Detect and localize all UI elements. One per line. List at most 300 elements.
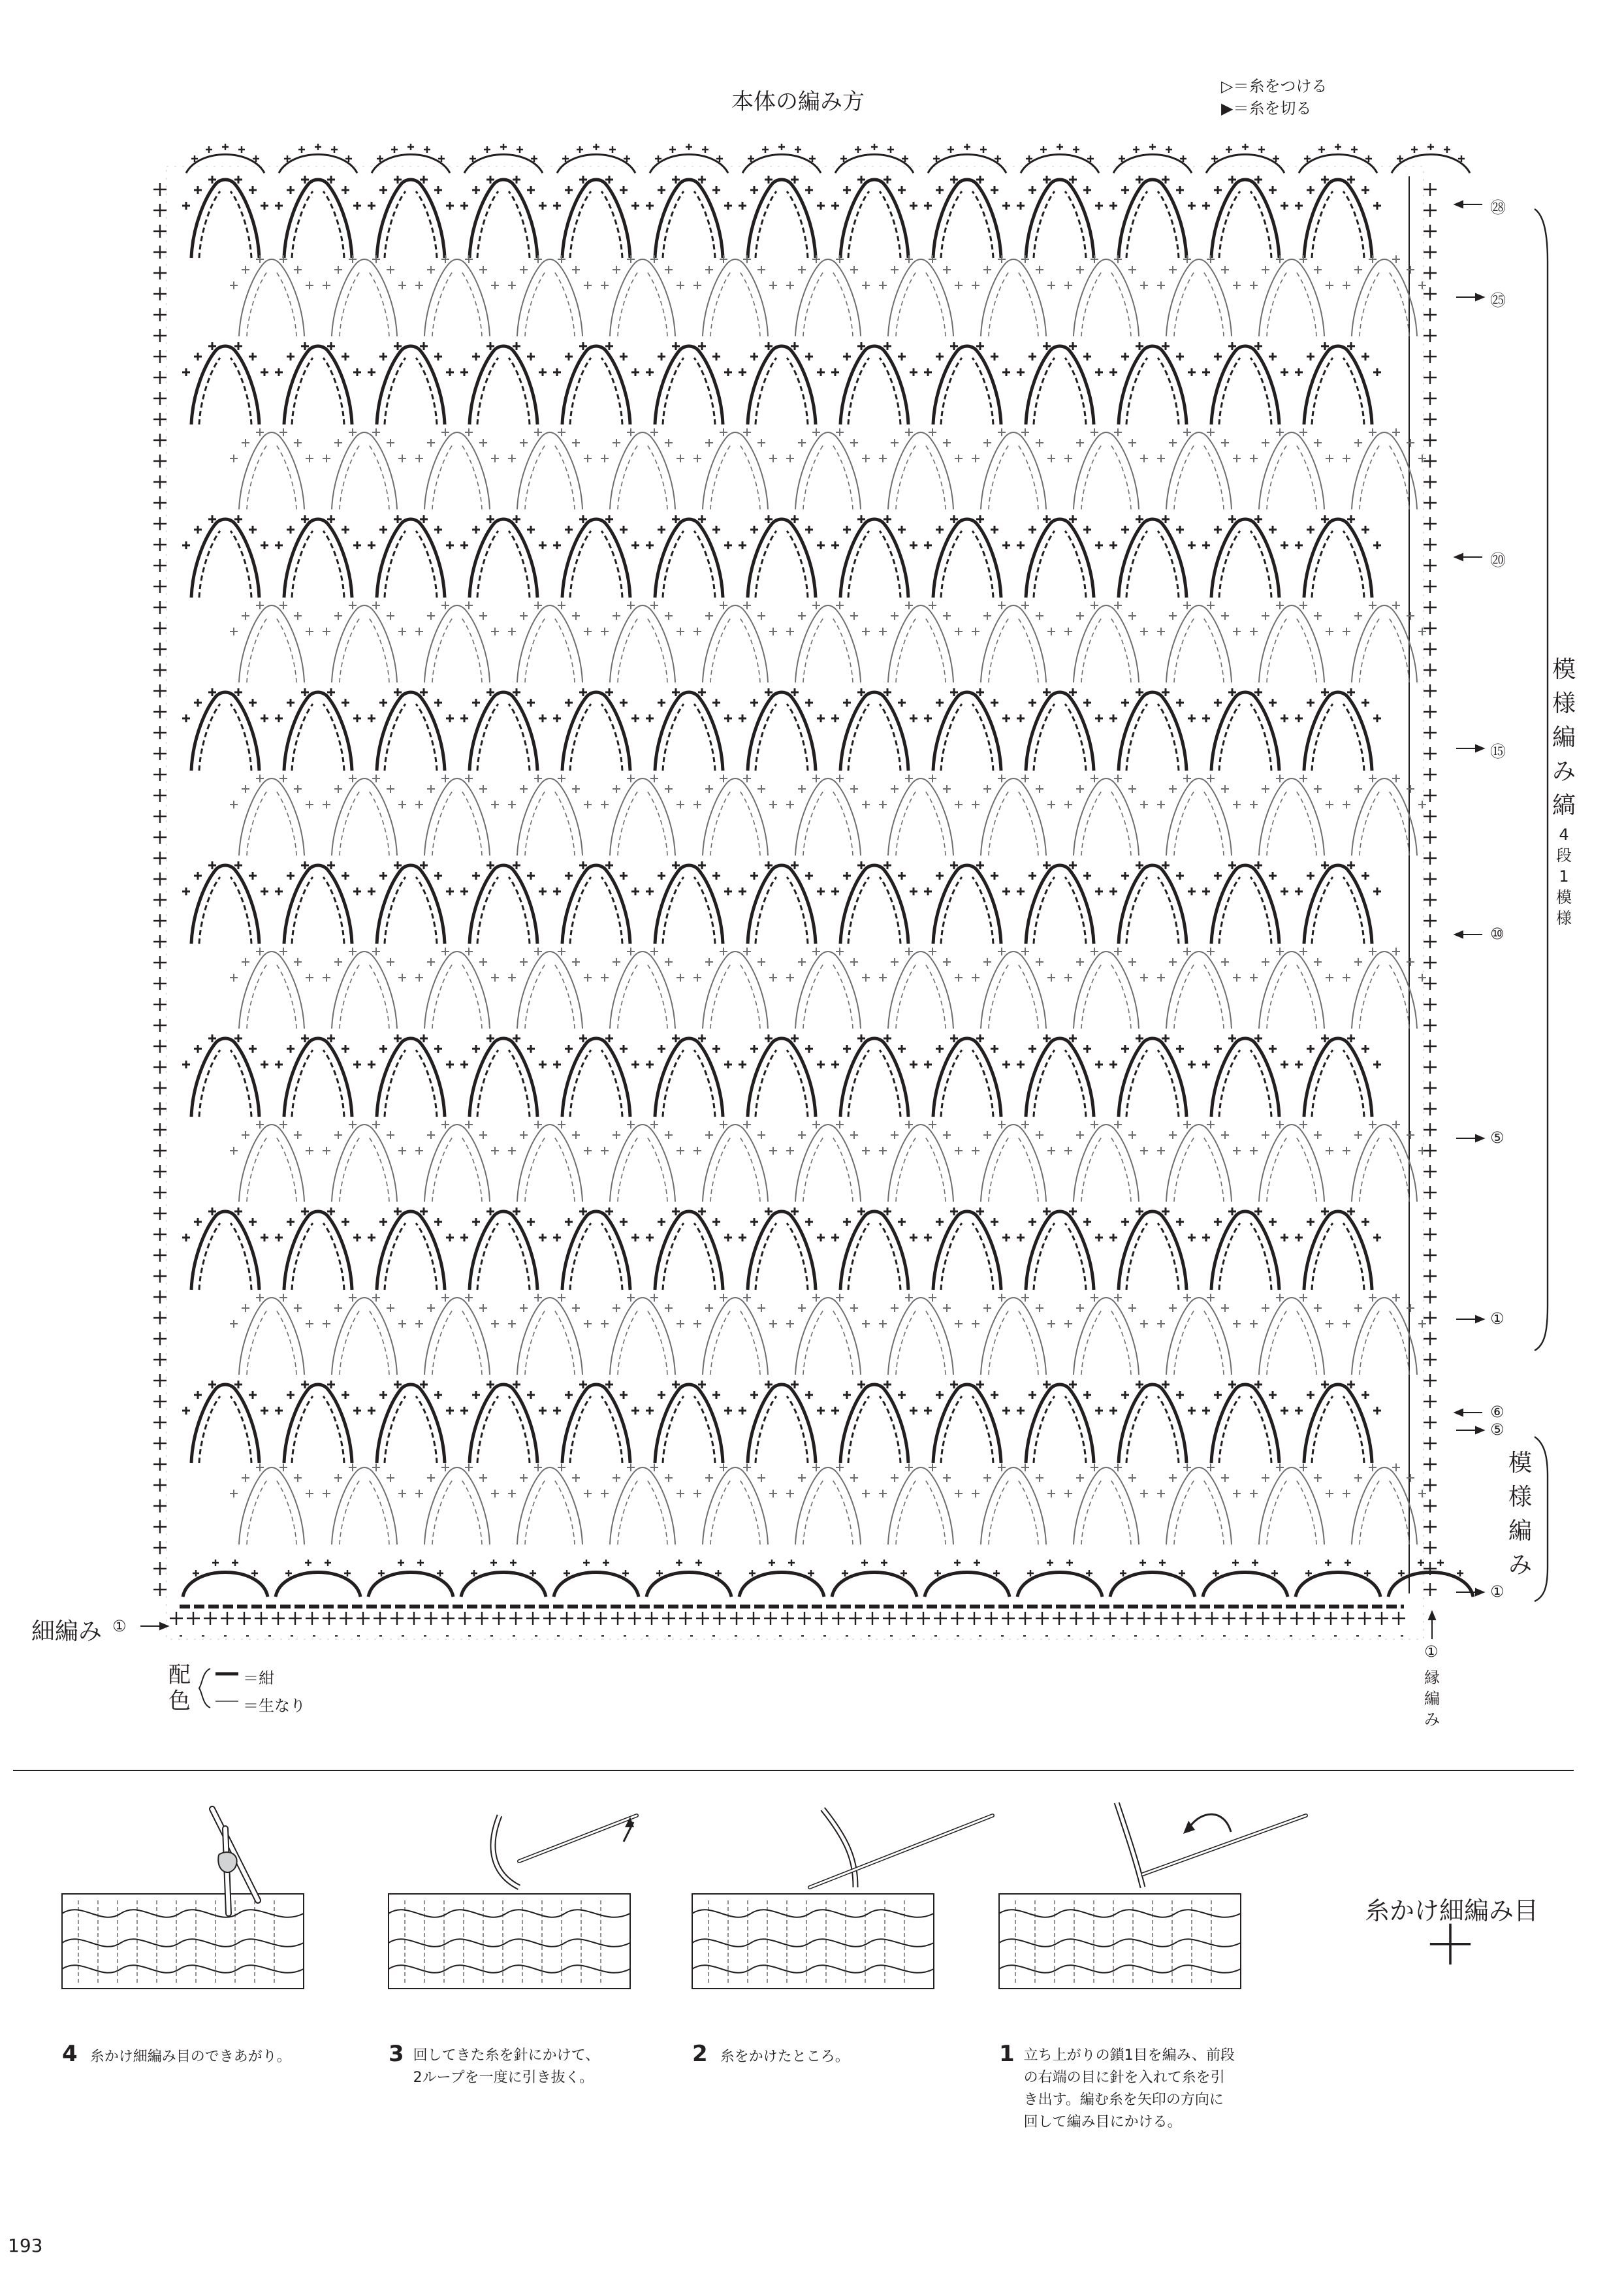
base-edge-stitch xyxy=(713,1612,726,1625)
cream-arch xyxy=(786,948,870,1029)
right-edge-stitch xyxy=(1424,1541,1437,1554)
foundation-arch xyxy=(739,1560,824,1597)
navy-arch xyxy=(1109,861,1196,944)
base-edge-stitch xyxy=(1375,1612,1388,1625)
base-edge-stitch xyxy=(306,1612,319,1625)
cream-arch xyxy=(1064,1294,1148,1375)
scallop xyxy=(372,144,450,173)
navy-arch xyxy=(646,1208,732,1290)
row-label-20: ⑳ xyxy=(1490,551,1506,569)
step-3-text: 回してきた糸を針にかけて、 2ループを一度に引き抜く。 xyxy=(413,2047,600,2086)
cream-arch xyxy=(693,775,777,856)
base-edge-stitch xyxy=(340,1612,353,1625)
navy-arch xyxy=(368,1208,454,1290)
stripe-pattern-sublabel: 4 段 1 模 様 xyxy=(1556,825,1572,927)
row-label-25: ㉕ xyxy=(1490,291,1506,310)
single-crochet-row-num: ① xyxy=(112,1617,127,1635)
left-edge-stitch xyxy=(153,1353,167,1366)
base-edge-stitch xyxy=(1256,1612,1269,1625)
stripe-pattern-label: 模 様 編 み 縞 xyxy=(1552,656,1576,819)
cream-arch xyxy=(1250,255,1333,336)
navy-arch xyxy=(1017,861,1103,944)
cream-arch xyxy=(879,601,963,682)
right-edge-stitch xyxy=(1424,664,1437,677)
right-edge-stitch xyxy=(1424,622,1437,635)
cream-arch xyxy=(1157,1121,1241,1202)
navy-arch xyxy=(924,1208,1010,1290)
right-edge-stitch xyxy=(1424,1416,1437,1429)
navy-arch xyxy=(646,688,732,771)
left-edge-stitch xyxy=(153,872,167,886)
cream-arch xyxy=(879,948,963,1029)
navy-arch xyxy=(182,1034,268,1117)
right-edge-stitch xyxy=(1424,977,1437,990)
left-edge-stitch xyxy=(153,1165,167,1178)
base-edge-stitch xyxy=(526,1612,539,1625)
right-edge-stitch xyxy=(1424,1395,1437,1408)
color-key-cream: ＝生なり xyxy=(243,1697,306,1715)
scallop xyxy=(650,144,728,173)
navy-arch xyxy=(924,515,1010,598)
cream-arch xyxy=(323,1464,406,1544)
base-edge-stitch xyxy=(883,1612,896,1625)
cream-arch xyxy=(601,1464,684,1544)
navy-arch xyxy=(739,515,825,598)
navy-arch xyxy=(275,1034,361,1117)
left-edge-stitch xyxy=(153,601,167,614)
cream-arch xyxy=(601,1294,684,1375)
left-edge-stitch xyxy=(153,1040,167,1053)
right-edge-stitch xyxy=(1424,914,1437,927)
base-edge-stitch xyxy=(1154,1612,1168,1625)
cream-arch xyxy=(1064,601,1148,682)
left-edge-stitch xyxy=(153,1019,167,1032)
right-edge-stitch xyxy=(1424,204,1437,217)
navy-arch xyxy=(275,342,361,424)
cream-arch xyxy=(693,428,777,509)
edging-label: 縁 編 み xyxy=(1424,1669,1440,1729)
navy-arch xyxy=(1295,1034,1381,1117)
foundation-row xyxy=(183,1560,1473,1597)
left-edge-stitch xyxy=(153,246,167,259)
cream-arch xyxy=(1064,1464,1148,1544)
navy-arch xyxy=(368,515,454,598)
base-edge-stitch xyxy=(662,1612,675,1625)
foundation-arch xyxy=(646,1560,731,1597)
base-edge-stitch xyxy=(798,1612,811,1625)
navy-arch xyxy=(1202,1208,1288,1290)
navy-arch xyxy=(553,1381,639,1463)
base-edge-stitch xyxy=(577,1612,590,1625)
pattern-rows xyxy=(182,176,1426,1544)
scallop xyxy=(742,144,821,173)
cream-arch xyxy=(1157,428,1241,509)
base-edge-stitch xyxy=(357,1612,370,1625)
left-edge-stitch xyxy=(153,1123,167,1136)
navy-arch xyxy=(553,342,639,424)
row-label-10: ⑩ xyxy=(1490,925,1505,943)
cream-arch xyxy=(1343,601,1426,682)
page-number: 193 xyxy=(8,2235,43,2256)
row-label-5: ⑤ xyxy=(1490,1128,1505,1147)
right-edge-stitch xyxy=(1424,308,1437,321)
left-edge-stitch xyxy=(153,1395,167,1408)
cream-arch xyxy=(508,255,592,336)
navy-arch xyxy=(368,342,454,424)
cream-arch xyxy=(693,255,777,336)
base-edge-stitch xyxy=(1341,1612,1354,1625)
step2-illustration xyxy=(692,1809,993,1989)
left-edge-stitch xyxy=(153,559,167,572)
cream-arch xyxy=(415,1294,499,1375)
scallop xyxy=(835,144,914,173)
base-edge-stitch xyxy=(1358,1612,1371,1625)
left-edge-stitch xyxy=(153,1270,167,1283)
base-edge-stitch xyxy=(1053,1612,1066,1625)
right-edge-stitch xyxy=(1424,789,1437,802)
cream-arch xyxy=(786,1121,870,1202)
navy-arch xyxy=(1109,1034,1196,1117)
cream-arch xyxy=(1343,1294,1426,1375)
base-edge-stitch xyxy=(679,1612,692,1625)
scallop-row xyxy=(186,144,1470,173)
cream-arch xyxy=(601,428,684,509)
right-edge-stitch xyxy=(1424,831,1437,844)
left-edge-stitch xyxy=(153,1374,167,1387)
base-edge-stitch xyxy=(272,1612,285,1625)
color-key-navy: ＝紺 xyxy=(243,1669,274,1688)
left-edge-stitch xyxy=(153,1437,167,1450)
navy-arch xyxy=(1109,515,1196,598)
single-crochet-label: 細編み xyxy=(31,1618,103,1645)
cream-arch xyxy=(879,428,963,509)
cream-arch xyxy=(972,1464,1055,1544)
navy-arch xyxy=(460,342,547,424)
cream-arch xyxy=(323,601,406,682)
right-edge-stitch xyxy=(1424,559,1437,572)
cream-arch xyxy=(230,601,313,682)
scallop xyxy=(186,144,264,173)
base-edge-stitch xyxy=(1036,1612,1049,1625)
cream-arch xyxy=(415,255,499,336)
stitch-name: 糸かけ細編み目 xyxy=(1365,1896,1539,1925)
navy-arch xyxy=(553,515,639,598)
cream-arch xyxy=(1343,428,1426,509)
left-edge-stitch xyxy=(153,977,167,990)
base-edge-stitch xyxy=(696,1612,709,1625)
left-edge-stitch xyxy=(153,726,167,739)
right-edge-stitch xyxy=(1424,1583,1437,1596)
navy-arch xyxy=(1295,176,1381,258)
left-edge-stitch xyxy=(153,204,167,217)
navy-arch xyxy=(460,1381,547,1463)
base-edge-stitch xyxy=(492,1612,505,1625)
right-edge-stitch xyxy=(1424,246,1437,259)
cream-arch xyxy=(1157,948,1241,1029)
cream-arch xyxy=(508,1121,592,1202)
base-edge-stitch xyxy=(289,1612,302,1625)
cream-arch xyxy=(879,1464,963,1544)
base-edge-stitch xyxy=(509,1612,522,1625)
color-key-title: 配 色 xyxy=(168,1662,191,1714)
step3-illustration xyxy=(389,1816,637,1989)
navy-arch xyxy=(1017,1381,1103,1463)
navy-arch xyxy=(1017,1034,1103,1117)
step-1 xyxy=(999,2041,1235,2134)
left-edge-stitch xyxy=(153,580,167,593)
right-edge-stitch xyxy=(1424,998,1437,1011)
left-edge-stitch xyxy=(153,1499,167,1512)
right-edge-stitch xyxy=(1424,266,1437,280)
left-edge-stitch xyxy=(153,935,167,948)
right-edge-stitch xyxy=(1424,935,1437,948)
right-edge-stitch xyxy=(1424,1332,1437,1345)
cream-arch xyxy=(1157,1464,1241,1544)
navy-arch xyxy=(739,1208,825,1290)
cream-arch xyxy=(1157,255,1241,336)
navy-arch xyxy=(182,342,268,424)
right-edge-stitch xyxy=(1424,1479,1437,1492)
right-edge-stitch xyxy=(1424,1165,1437,1178)
base-edge-stitch xyxy=(730,1612,743,1625)
base-edge-stitch xyxy=(1019,1612,1032,1625)
cream-arch xyxy=(1343,948,1426,1029)
navy-arch xyxy=(1202,342,1288,424)
navy-arch xyxy=(182,688,268,771)
base-edge-stitch xyxy=(1171,1612,1185,1625)
legend-attach-label: ＝糸をつける xyxy=(1233,77,1328,95)
edging-row-num: ① xyxy=(1424,1642,1439,1661)
navy-arch xyxy=(924,342,1010,424)
foundation-arch xyxy=(276,1560,360,1597)
base-edge-stitch xyxy=(764,1612,777,1625)
navy-arch xyxy=(739,1034,825,1117)
foundation-arch xyxy=(461,1560,546,1597)
navy-arch xyxy=(1202,176,1288,258)
left-edge-stitch xyxy=(153,643,167,656)
base-edge-stitch xyxy=(407,1612,421,1625)
base-edge-stitch xyxy=(1070,1612,1083,1625)
cream-arch xyxy=(1064,775,1148,856)
navy-arch xyxy=(739,1381,825,1463)
left-edge-stitch xyxy=(153,1541,167,1554)
left-edge-stitch xyxy=(153,852,167,865)
left-edge-stitch xyxy=(153,1290,167,1304)
base-edge-stitch xyxy=(1239,1612,1252,1625)
left-edge-stitch xyxy=(153,1061,167,1074)
row-label-1: ① xyxy=(1490,1309,1505,1328)
left-edge-stitch xyxy=(153,1520,167,1533)
left-edge-stitch xyxy=(153,413,167,426)
left-edge-stitch xyxy=(153,371,167,384)
cream-arch xyxy=(693,948,777,1029)
right-edge-stitch xyxy=(1424,580,1437,593)
base-edge-stitch xyxy=(1087,1612,1100,1625)
cream-arch xyxy=(230,1121,313,1202)
base-edge-stitch xyxy=(543,1612,556,1625)
base-edge-stitch xyxy=(611,1612,624,1625)
base-edge-stitch xyxy=(934,1612,947,1625)
cream-arch xyxy=(1157,1294,1241,1375)
left-edge-stitch xyxy=(153,831,167,844)
cream-arch xyxy=(1250,1121,1333,1202)
navy-arch xyxy=(646,176,732,258)
cream-arch xyxy=(230,1294,313,1375)
navy-arch xyxy=(368,1034,454,1117)
foundation-arch xyxy=(1110,1560,1195,1597)
cream-arch xyxy=(508,428,592,509)
scallop xyxy=(557,144,635,173)
navy-arch xyxy=(368,688,454,771)
base-edge-stitch xyxy=(1324,1612,1337,1625)
legend-cut-label: ＝糸を切る xyxy=(1233,99,1312,118)
right-edge-stitch xyxy=(1424,893,1437,906)
step-2-text: 糸をかけたところ。 xyxy=(720,2049,850,2065)
right-edge-stitch xyxy=(1424,1249,1437,1262)
cream-arch xyxy=(230,775,313,856)
left-edge-stitch xyxy=(153,1479,167,1492)
cream-arch xyxy=(786,1294,870,1375)
foundation-arch xyxy=(1296,1560,1380,1597)
left-edge-stitch xyxy=(153,1228,167,1241)
right-edge-stitch xyxy=(1424,413,1437,426)
right-edge-stitch xyxy=(1424,1186,1437,1199)
foundation-arch xyxy=(1203,1560,1288,1597)
row-label-15: ⑮ xyxy=(1490,743,1506,761)
right-edge-stitch xyxy=(1424,1520,1437,1533)
stitch-symbol-icon: ＋ xyxy=(1424,1915,1478,1977)
left-edge-stitch xyxy=(153,475,167,488)
left-edge-stitch xyxy=(153,1186,167,1199)
right-edge-stitch xyxy=(1424,475,1437,488)
navy-arch xyxy=(1017,176,1103,258)
right-edge-stitch xyxy=(1424,1019,1437,1032)
left-edge-stitch xyxy=(153,1102,167,1115)
navy-arch xyxy=(368,176,454,258)
navy-arch xyxy=(553,1034,639,1117)
left-edge-stitch xyxy=(153,308,167,321)
foundation-arch xyxy=(183,1560,268,1597)
foundation-arch xyxy=(554,1560,639,1597)
scallop xyxy=(279,144,357,173)
scallop xyxy=(928,144,1006,173)
navy-arch xyxy=(1295,1208,1381,1290)
left-edge-stitch xyxy=(153,1458,167,1471)
right-edge-stitch xyxy=(1424,455,1437,468)
left-edge-stitch xyxy=(153,225,167,238)
left-edge-stitch xyxy=(153,789,167,802)
cream-arch xyxy=(786,428,870,509)
left-edge-stitch xyxy=(153,1583,167,1596)
navy-arch xyxy=(368,1381,454,1463)
left-edge-stitch xyxy=(153,914,167,927)
navy-arch xyxy=(739,342,825,424)
base-edge-stitch xyxy=(1307,1612,1320,1625)
base-edge-stitch xyxy=(985,1612,998,1625)
base-edge-stitch xyxy=(441,1612,454,1625)
right-edge-stitch xyxy=(1424,287,1437,300)
attach-thread-icon: ▷ xyxy=(1221,77,1234,95)
right-edge-stitch xyxy=(1424,872,1437,886)
step-2 xyxy=(692,2041,850,2068)
navy-arch xyxy=(924,1034,1010,1117)
base-edge-stitch xyxy=(221,1612,234,1625)
left-edge-stitch xyxy=(153,956,167,969)
right-edge-stitch xyxy=(1424,1061,1437,1074)
left-edge-stitch xyxy=(153,1144,167,1157)
navy-arch xyxy=(1295,1381,1381,1463)
navy-arch xyxy=(1202,1034,1288,1117)
navy-arch xyxy=(1202,1381,1288,1463)
navy-arch xyxy=(1109,342,1196,424)
base-edge-stitch xyxy=(1392,1612,1405,1625)
navy-arch xyxy=(831,176,917,258)
left-edge-stitch xyxy=(153,1332,167,1345)
row-label-lower-1: ① xyxy=(1490,1582,1505,1601)
cream-arch xyxy=(601,255,684,336)
right-edge-stitch xyxy=(1424,1499,1437,1512)
navy-arch xyxy=(1295,861,1381,944)
right-edge-stitch xyxy=(1424,1374,1437,1387)
cream-arch xyxy=(508,601,592,682)
cream-arch xyxy=(879,1121,963,1202)
left-edge-stitch xyxy=(153,517,167,530)
right-edge-stitch xyxy=(1424,1290,1437,1304)
base-edge-stitch xyxy=(594,1612,607,1625)
navy-arch xyxy=(275,1381,361,1463)
left-edge-stitch xyxy=(153,183,167,196)
cream-arch xyxy=(972,428,1055,509)
pattern-stitch-label: 模 様 編 み xyxy=(1508,1450,1532,1578)
left-edge-stitch xyxy=(153,747,167,760)
cream-arch xyxy=(508,775,592,856)
base-edge-stitch xyxy=(1222,1612,1235,1625)
cream-arch xyxy=(786,601,870,682)
base-edge-stitch xyxy=(628,1612,641,1625)
navy-arch xyxy=(460,861,547,944)
base-edge-stitch xyxy=(849,1612,862,1625)
navy-arch xyxy=(275,688,361,771)
navy-arch xyxy=(182,861,268,944)
navy-arch xyxy=(739,688,825,771)
cream-arch xyxy=(1157,775,1241,856)
navy-arch xyxy=(1295,688,1381,771)
navy-arch xyxy=(275,515,361,598)
right-edge-stitch xyxy=(1424,768,1437,781)
cream-arch xyxy=(786,775,870,856)
cream-arch xyxy=(415,601,499,682)
cream-arch xyxy=(323,1294,406,1375)
cream-arch xyxy=(693,1464,777,1544)
left-edge-stitch xyxy=(153,1416,167,1429)
cream-arch xyxy=(972,255,1055,336)
navy-arch xyxy=(1202,688,1288,771)
navy-arch xyxy=(1295,342,1381,424)
cream-arch xyxy=(601,601,684,682)
navy-arch xyxy=(553,688,639,771)
right-edge-stitch xyxy=(1424,1081,1437,1095)
cream-arch xyxy=(230,1464,313,1544)
navy-arch xyxy=(553,861,639,944)
cream-arch xyxy=(1157,601,1241,682)
left-edge-stitch xyxy=(153,705,167,718)
navy-arch xyxy=(1202,515,1288,598)
left-edge-stitch xyxy=(153,434,167,447)
left-edge-stitch xyxy=(153,1562,167,1575)
left-edge-stitch xyxy=(153,1249,167,1262)
step1-illustration xyxy=(999,1802,1306,1989)
chart-title: 本体の編み方 xyxy=(731,89,865,115)
